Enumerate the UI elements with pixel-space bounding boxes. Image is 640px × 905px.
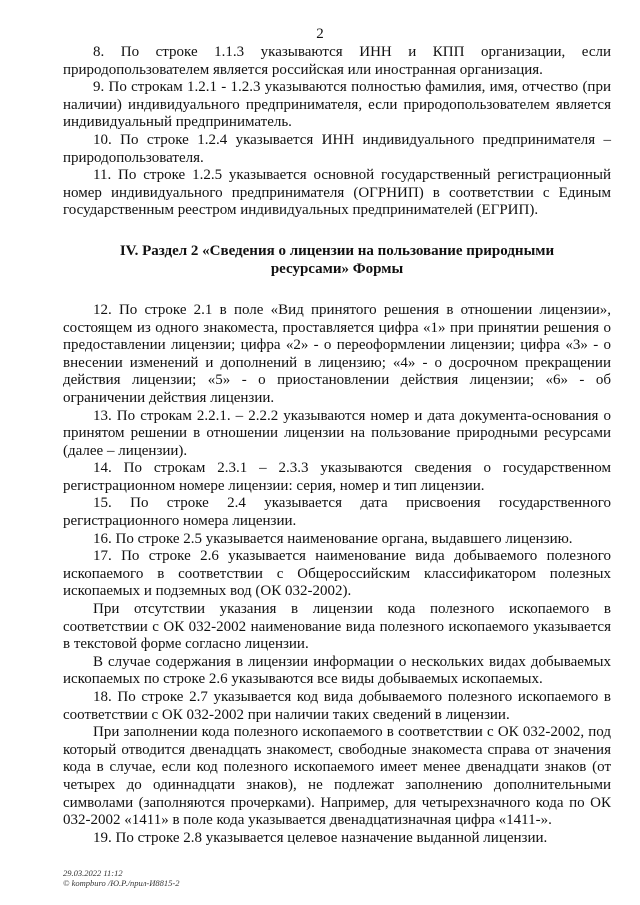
- paragraph-16: 16. По строке 2.5 указывается наименование органа, выдавшего лицензию.: [93, 530, 573, 547]
- paragraph-17: 17. По строке 2.6 указывается наименование вида добываемого полезного ископаемого в соответствии с Общероссийским классификатором полезных ископаемых и подземных вод (ОК 032-2002).: [63, 548, 611, 600]
- paragraph-17-note-1: При отсутствии указания в лицензии кода полезного ископаемого в соответствии с ОК 032-2002 наименование вида полезного ископаемого указывается в текстовой форме согласно лицензии.: [63, 601, 611, 653]
- paragraph-18-note: При заполнении кода полезного ископаемого в соответствии с ОК 032-2002, под который отводится двенадцать знакомест, свободные знакоместа справа от значения кода в случае, если код полезного ископаемого имеет менее двенадцати знаков (от четырех до одиннадцати знаков), не подлежат заполнению дополнительными символами (заполняются прочерками). Например, для четырехзначного кода по ОК 032-2002 «1411» в поле кода указывается двенадцатизначная цифра «1411-».: [63, 724, 611, 829]
- paragraph-8: 8. По строке 1.1.3 указываются ИНН и КПП организации, если природопользователем является российская или иностранная организация.: [63, 44, 611, 78]
- paragraph-9: 9. По строкам 1.2.1 - 1.2.3 указываются полностью фамилия, имя, отчество (при наличии) индивидуального предпринимателя, если природопользователем является индивидуальный предприниматель.: [63, 79, 611, 131]
- paragraph-19: 19. По строке 2.8 указывается целевое назначение выданной лицензии.: [93, 829, 548, 846]
- document-footer: [63, 868, 179, 888]
- paragraph-14: 14. По строкам 2.3.1 – 2.3.3 указываются сведения о государственном регистрационном номере лицензии: серия, номер и тип лицензии.: [63, 460, 611, 494]
- footer-file: © kompburo /Ю.Р./прил-И8815-2: [63, 878, 180, 888]
- section-heading: IV. Раздел 2 «Сведения о лицензии на пользование природными ресурсами» Формы: [119, 242, 555, 277]
- footer-date: 29.03.2022 11:12: [63, 868, 123, 878]
- page-number: 2: [316, 26, 324, 42]
- paragraph-10: 10. По строке 1.2.4 указывается ИНН индивидуального предпринимателя – природопользователя.: [63, 131, 611, 166]
- paragraph-11: 11. По строке 1.2.5 указывается основной государственный регистрационный номер индивидуального предпринимателя (ОГРНИП) в соответствии с Единым государственным реестром индивидуальных предпринимателей (ЕГРИП).: [63, 167, 611, 219]
- paragraph-18: 18. По строке 2.7 указывается код вида добываемого полезного ископаемого в соответствии с ОК 032-2002 при наличии таких сведений в лицензии.: [63, 689, 611, 723]
- paragraph-12: 12. По строке 2.1 в поле «Вид принятого решения в отношении лицензии», состоящем из одного знакоместа, проставляется цифра «1» при принятии решения о предоставлении лицензии; цифра «2» - о переоформлении лицензии; цифра «3» - о внесении изменений и дополнений в лицензию; «4» - о досрочном прекращении действия лицензии; «5» - о приостановлении действия лицензии; «6» - об ограничении действия лицензии.: [63, 301, 611, 406]
- paragraph-13: 13. По строкам 2.2.1. – 2.2.2 указываются номер и дата документа-основания о принятом решении в отношении лицензии на пользование природными ресурсами (далее – лицензии).: [63, 407, 611, 459]
- document-body: [63, 44, 611, 847]
- paragraph-17-note-2: В случае содержания в лицензии информации о нескольких видах добываемых ископаемых по строке 2.6 указываются все виды добываемых ископаемых.: [63, 653, 611, 688]
- paragraph-15: 15. По строке 2.4 указывается дата присвоения государственного регистрационного номера лицензии.: [63, 495, 611, 530]
